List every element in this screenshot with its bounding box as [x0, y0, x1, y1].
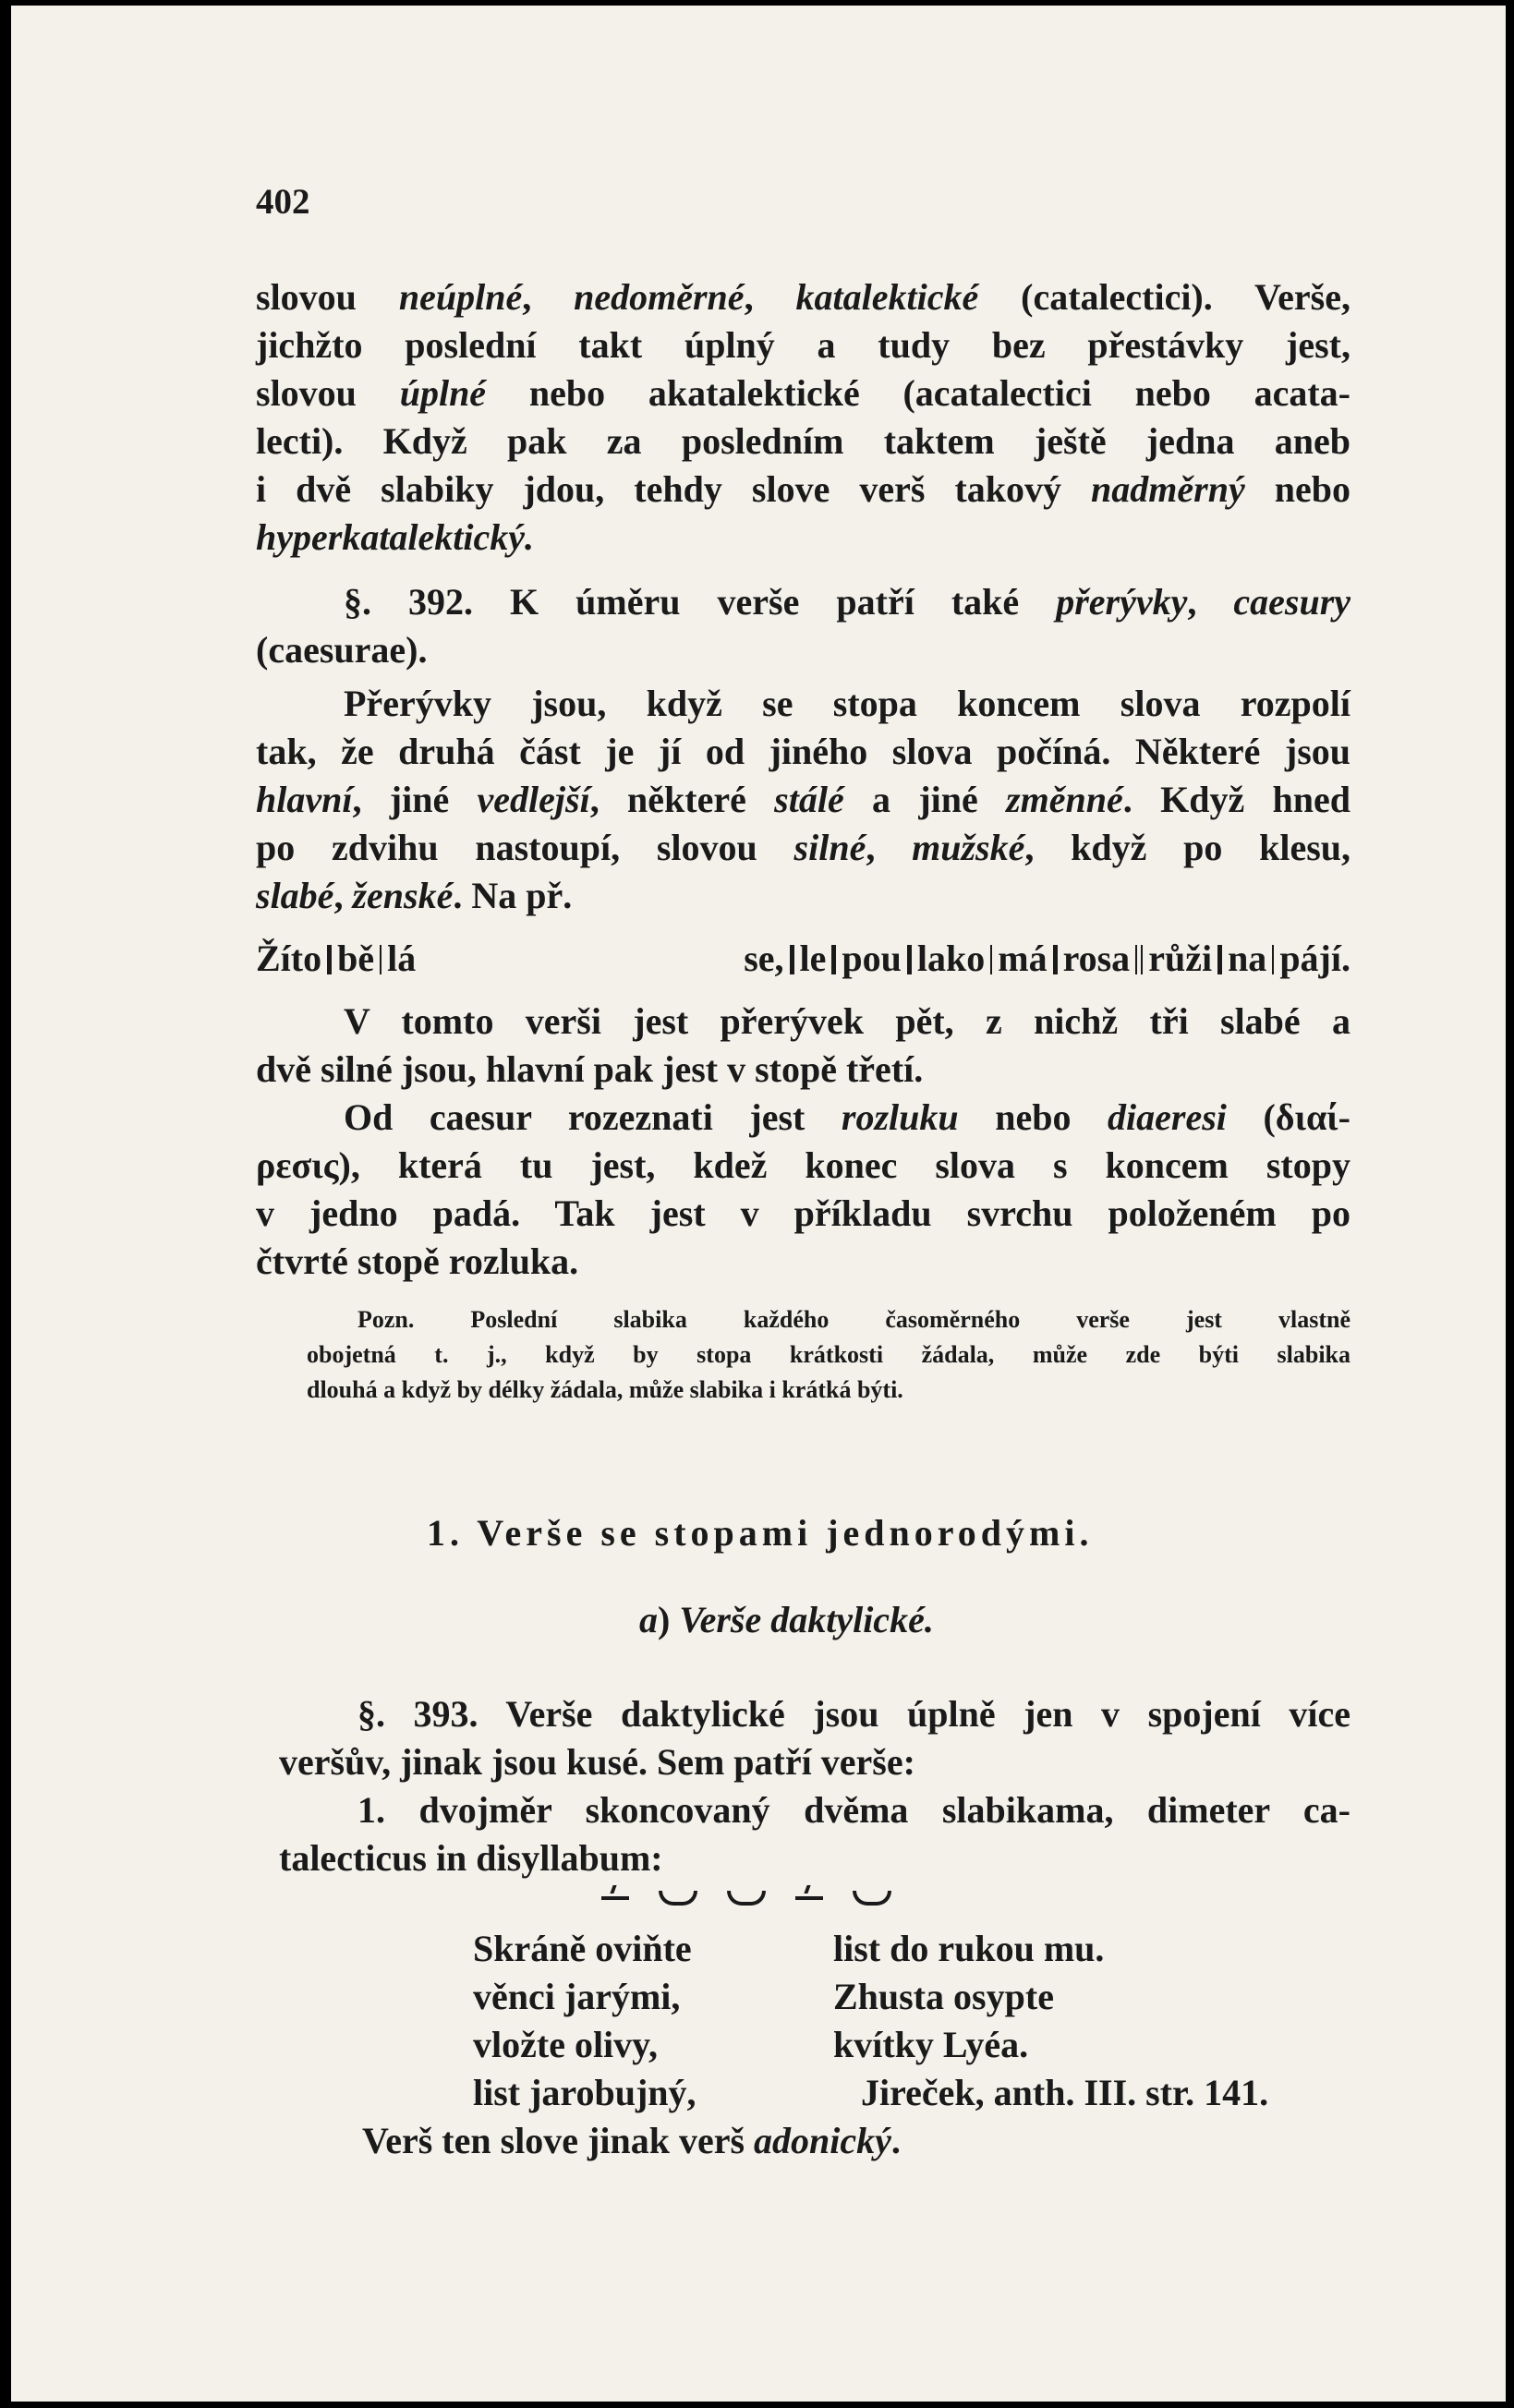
text-line: 1. dvojměr skoncovaný dvěma slabikama, dimeter ca- — [357, 1789, 1350, 1831]
long-syllable-mark — [795, 1896, 823, 1900]
subsection-heading: a) Verše daktylické. — [639, 1599, 934, 1640]
caesura-mark — [327, 945, 332, 974]
poem-source: Jireček, anth. III. str. 141. — [861, 2072, 1269, 2113]
poem-line: vložte olivy, — [473, 2024, 658, 2065]
text-line: veršův, jinak jsou kusé. Sem patří verše: — [279, 1741, 915, 1783]
meter-scheme — [588, 1890, 904, 1906]
text-line: jichžto poslední takt úplný a tudy bez přestávky jest, — [256, 324, 1350, 366]
closing-line: Verš ten slove jinak verš adonický. — [362, 2120, 901, 2161]
poem-line: Skráně oviňte — [473, 1928, 692, 1969]
section-392-line: §. 392. K úměru verše patří také přerývky, caesury — [344, 581, 1351, 623]
text-line: čtvrté stopě rozluka. — [256, 1240, 579, 1282]
caesura-mark — [790, 945, 794, 974]
caesura-mark — [380, 945, 382, 974]
example-verse: Žíto bě lá se, le pou lako má rosa růži na pájí. — [256, 938, 1350, 979]
footnote-line: dlouhá a když by délky žádala, může slabika i krátká býti. — [307, 1376, 903, 1403]
caesura-mark — [831, 945, 836, 974]
footnote-line: obojetná t. j., když by stopa krátkosti žádala, může zde býti slabika — [307, 1341, 1350, 1368]
text-line: po zdvihu nastoupí, slovou silné, mužské, když po klesu, — [256, 827, 1351, 868]
text-line: (caesurae). — [256, 629, 428, 671]
poem-line: list jarobujný, — [473, 2072, 696, 2113]
caesura-mark — [1141, 945, 1143, 974]
poem-line: kvítky Lyéa. — [833, 2024, 1029, 2065]
caesura-mark — [907, 945, 912, 974]
long-syllable-mark — [601, 1896, 629, 1900]
text-line: slabé, ženské. Na př. — [256, 875, 573, 916]
text-line: hyperkatalektický. — [256, 516, 535, 558]
caesura-mark — [990, 945, 992, 974]
caesura-mark — [1272, 945, 1274, 974]
text-line: Přerývky jsou, když se stopa koncem slova rozpolí — [344, 683, 1350, 724]
caesura-mark — [1135, 945, 1137, 974]
short-syllable-mark — [659, 1891, 697, 1906]
footnote-line: Pozn. Poslední slabika každého časoměrného verše jest vlastně — [357, 1306, 1350, 1333]
page-number: 402 — [256, 182, 310, 222]
poem-line: Zhusta osypte — [833, 1976, 1054, 2017]
text-line: v jedno padá. Tak jest v příkladu svrchu položeném po — [256, 1192, 1350, 1234]
caesura-mark — [1217, 945, 1222, 974]
text-line: ρεσις), která tu jest, kdež konec slova s koncem stopy — [256, 1144, 1350, 1186]
section-393-line: §. 393. Verše daktylické jsou úplně jen v spojení více — [357, 1693, 1350, 1735]
text-line: i dvě slabiky jdou, tehdy slove verš takový nadměrný nebo — [256, 468, 1351, 510]
caesura-mark — [1053, 945, 1058, 974]
text-line: talecticus in disyllabum: — [279, 1837, 663, 1879]
text-line: hlavní, jiné vedlejší, některé stálé a jiné změnné. Když hned — [256, 779, 1351, 820]
poem-line: list do rukou mu. — [833, 1928, 1105, 1969]
text-line: slovou úplné nebo akatalektické (acatalectici nebo acata- — [256, 372, 1350, 414]
text-line: Od caesur rozeznati jest rozluku nebo diaeresi (διαί- — [344, 1096, 1350, 1138]
text-line: lecti). Když pak za posledním taktem ještě jedna aneb — [256, 420, 1350, 462]
poem-line: věnci jarými, — [473, 1976, 681, 2017]
section-heading: 1. Verše se stopami jednorodými. — [427, 1512, 1094, 1554]
page — [11, 6, 1506, 2402]
text-line: dvě silné jsou, hlavní pak jest v stopě třetí. — [256, 1048, 924, 1090]
short-syllable-mark — [853, 1891, 891, 1906]
text-line: tak, že druhá část je jí od jiného slova počíná. Některé jsou — [256, 731, 1350, 772]
text-line: V tomto verši jest přerývek pět, z nichž tři slabé a — [344, 1000, 1350, 1042]
text-line: slovou neúplné, nedoměrné, katalektické (catalectici). Verše, — [256, 276, 1350, 318]
short-syllable-mark — [727, 1891, 766, 1906]
